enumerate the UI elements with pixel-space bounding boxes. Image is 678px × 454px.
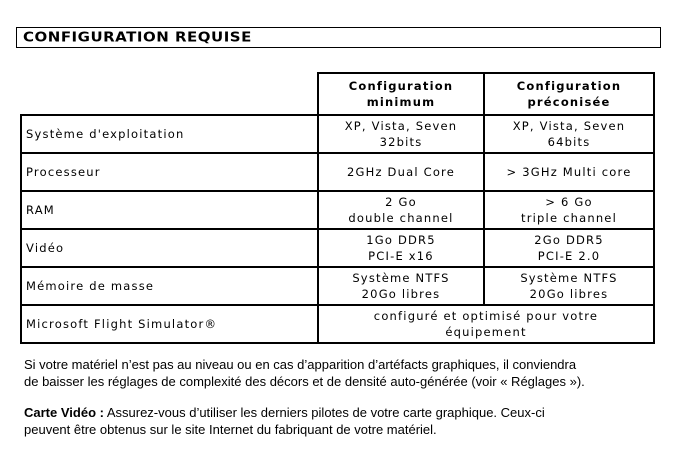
cell-text: Système NTFS <box>520 271 618 285</box>
cell-min-ram <box>318 191 484 229</box>
cell-text: 64bits <box>547 135 591 149</box>
table-row <box>21 115 654 153</box>
paragraph-line: peuvent être obtenus sur le site Internet du fabriquant de votre matériel. <box>24 422 437 437</box>
paragraph-line: Si votre matériel n’est pas au niveau ou en cas d’apparition d’artéfacts graphiques, il conviendra <box>24 357 577 372</box>
requirements-table <box>20 72 655 344</box>
cell-min-video <box>318 229 484 267</box>
row-label-video: Vidéo <box>21 229 318 267</box>
paragraph-first-line <box>24 404 660 421</box>
cell-text: configuré et optimisé pour votre <box>373 309 599 323</box>
header-recommended <box>484 73 654 115</box>
cell-merged-fsx <box>318 305 654 343</box>
cell-text: 2GHz Dual Core <box>346 165 456 179</box>
empty-corner-cell <box>21 73 318 115</box>
cell-text: XP, Vista, Seven <box>344 119 458 133</box>
table-row <box>21 305 654 343</box>
hardware-note-paragraph <box>24 356 660 390</box>
cell-text: 20Go libres <box>529 287 609 301</box>
cell-text: Système NTFS <box>352 271 450 285</box>
cell-text: 32bits <box>379 135 423 149</box>
cell-text: > 3GHz Multi core <box>506 165 632 179</box>
section-title-box <box>16 27 661 48</box>
cell-text: > 6 Go <box>545 195 593 209</box>
cell-min-os <box>318 115 484 153</box>
cell-text: 2 Go <box>385 195 417 209</box>
cell-min-cpu <box>318 153 484 191</box>
section-title: CONFIGURATION REQUISE <box>23 29 252 46</box>
cell-text: XP, Vista, Seven <box>512 119 626 133</box>
table-header-row <box>21 73 654 115</box>
cell-rec-ram <box>484 191 654 229</box>
row-label-os: Système d'exploitation <box>21 115 318 153</box>
cell-text: 20Go libres <box>361 287 441 301</box>
video-card-paragraph <box>24 404 660 438</box>
cell-text: 2Go DDR5 <box>534 233 604 247</box>
paragraph-text: Assurez-vous d’utiliser les derniers pilotes de votre carte graphique. Ceux-ci <box>103 405 545 420</box>
cell-text: PCI-E 2.0 <box>537 249 601 263</box>
header-minimum-line1: Configuration <box>348 79 454 93</box>
table-row <box>21 267 654 305</box>
header-minimum <box>318 73 484 115</box>
table-row <box>21 191 654 229</box>
table-row <box>21 229 654 267</box>
header-recommended-line1: Configuration <box>516 79 622 93</box>
cell-rec-video <box>484 229 654 267</box>
cell-rec-storage <box>484 267 654 305</box>
cell-min-storage <box>318 267 484 305</box>
row-label-fsx: Microsoft Flight Simulator® <box>21 305 318 343</box>
header-recommended-line2: préconisée <box>527 95 611 109</box>
video-card-heading: Carte Vidéo : <box>24 405 104 420</box>
cell-text: PCI-E x16 <box>368 249 434 263</box>
cell-text: équipement <box>445 325 527 339</box>
cell-text: double channel <box>348 211 454 225</box>
cell-rec-cpu <box>484 153 654 191</box>
header-minimum-line2: minimum <box>366 95 436 109</box>
row-label-cpu: Processeur <box>21 153 318 191</box>
row-label-ram: RAM <box>21 191 318 229</box>
cell-text: 1Go DDR5 <box>366 233 436 247</box>
table-row <box>21 153 654 191</box>
cell-text: triple channel <box>521 211 617 225</box>
cell-rec-os <box>484 115 654 153</box>
paragraph-line: de baisser les réglages de complexité des décors et de densité auto-générée (voir « Réglages »). <box>24 374 585 389</box>
row-label-storage: Mémoire de masse <box>21 267 318 305</box>
